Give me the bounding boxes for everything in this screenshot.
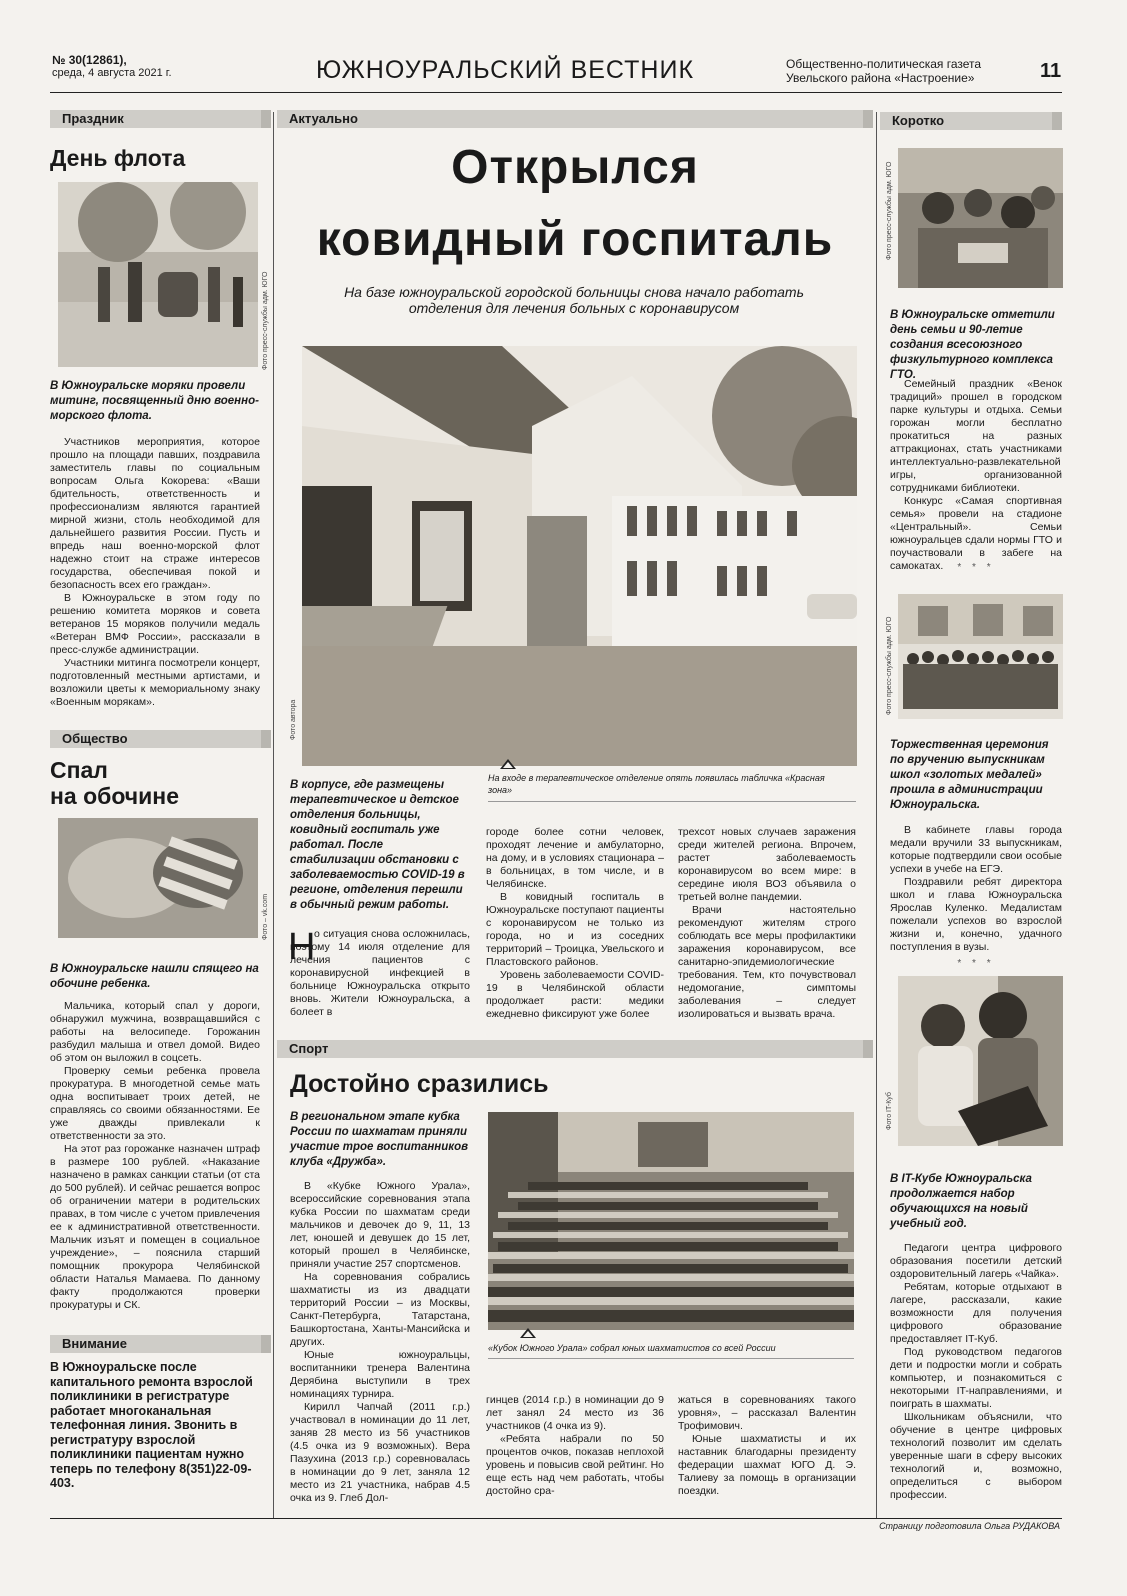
paragraph: трехсот новых случаев заражения среди жителей региона. Впрочем, растет заболеваемость коронавирусом во всем мире: в середине июля ВОЗ объявила о третьей волне пандемии. [678,826,856,903]
body-navy [50,436,260,709]
rubric-aktualno: Актуально [277,110,873,128]
covid-col1 [290,928,470,1019]
paragraph: Юные южноуральцы, воспитанники тренера Валентина Дерябина выступили в трех номинациях турнира. [290,1349,470,1400]
hospital-photo-caption: На входе в терапевтическое отделение опять появилась табличка «Красная зона» [488,773,825,795]
issue-number: № 30(12861), [52,53,127,67]
photo-credit-medals: Фото пресс-службы адм. ЮГО [886,616,893,715]
family-day-photo [898,148,1063,288]
dropcap: Н [288,926,316,968]
separator-stars: * * * [957,562,995,573]
body-itcube [890,1242,1062,1502]
paragraph: Поздравили ребят директора школ и глава Южноуральска Ярослав Куленко. Медалистам пожелали успехов во взрослой жизни и, конечно, удачного поступления в вузы. [890,876,1062,953]
headline-line-2: ковидный госпиталь [316,213,834,266]
sport-col1 [290,1180,470,1505]
paragraph: Конкурс «Самая спортивная семья» провели на стадионе «Центральный». Семьи южноуральцев сдали нормы ГТО и поучаствовали в забеге на самокатах. [890,495,1062,572]
it-cube-photo [898,976,1063,1146]
photo-credit-child: Фото – vk.com [262,893,269,940]
photo-credit-navy: Фото пресс-службы адм. ЮГО [262,271,269,370]
headline-line-1: Открылся [451,141,699,194]
chess-tournament-photo [488,1112,854,1330]
headline-subtitle: На базе южноуральской городской больницы снова начало работать отделения для лечения больных с коронавирусом [344,284,804,316]
gold-medal-photo [898,594,1063,719]
rubric-prazdnik: Праздник [50,110,271,128]
masthead-rule [50,92,1062,93]
paragraph: Кирилл Чапчай (2011 г.р.) участвовал в номинации до 11 лет, заняв 28 место из 56 участников (4.5 очка из 9 возможных). Вера Пазухина (2013 г.р.) соревновалась в номинации до 9 лет, заняла 12 место из 21 участника, набрав 4.5 очка из 9. Глеб Дол- [290,1401,470,1504]
tagline-2: Увельского района «Настроение» [786,71,975,85]
column-rule-right [876,112,877,1518]
caption-rule [488,801,856,802]
paragraph: Мальчика, который спал у дороги, обнаружил мужчина, возвращавшийся с работы на велосипеде. Горожанин разбудил малыша и отвел домой. Видео об этом он выложил в соцсеть. [50,1000,260,1064]
photo-credit-hospital: Фото автора [290,699,297,740]
lead-navy: В Южноуральске моряки провели митинг, посвященный дню военно-морского флота. [50,380,259,422]
navy-day-photo [58,182,258,367]
article-title-spal-2: на обочине [50,783,179,809]
lead-covid: В корпусе, где размещены терапевтическое и детское отделения больницы, ковидный госпиталь уже работал. После стабилизации обстановки с заболеваемостью COVID-19 в регионе, отделения перешли в обычный режим работы. [290,779,465,911]
sport-title: Достойно сразились [290,1070,549,1098]
body-family [890,378,1062,573]
lead-child: В Южноуральске нашли спящего на обочине ребенка. [50,963,259,990]
sport-col2 [486,1394,664,1498]
page-number: 11 [1040,60,1062,82]
article-title-den-flota: День флота [50,145,186,171]
rubric-vnimanie: Внимание [50,1335,271,1353]
notice-text: В Южноуральске после капитального ремонта взрослой поликлиники в регистратуре работает многоканальная телефонная линия. Звонить в регистратуру взрослой поликлиники пациентам нужно теперь по телефону 8(351)22-09-403. [50,1360,253,1490]
paragraph: Школьникам объяснили, что обучение в центре цифровых технологий позволит им сделать уверенные шаги в сферу высоких технологий и, возможно, определиться с выбором профессии. [890,1411,1062,1501]
issue-date: среда, 4 августа 2021 г. [52,67,172,79]
body-child [50,1000,260,1312]
rubric-korotko: Коротко [880,112,1062,130]
footer-rule [50,1518,1062,1519]
paragraph: гинцев (2014 г.р.) в номинации до 9 лет занял 24 место из 36 участников (4 очка из 9). [486,1394,664,1432]
page-prepared-by: Страницу подготовила Ольга РУДАКОВА [879,1521,1060,1531]
sport-col3 [678,1394,856,1498]
paragraph: Уровень заболеваемости COVID-19 в Челябинской области продолжает расти: медики ежедневно фиксируют уже более [486,969,664,1020]
paragraph: Врачи настоятельно рекомендуют жителям строго соблюдать все меры профилактики заражения коронавирусом, все санитарно-эпидемиологические требования. Тем, кто почувствовал недомогание, симптомы заболевания – следует изолироваться и вызвать врача. [678,904,856,1020]
paragraph: Участников мероприятия, которое прошло на площади павших, поздравила заместитель главы по социальным вопросам Ольга Кокорева: «Ваши бдительность, ответственность и профессионализм являются гарантией мирной жизни, столь необходимой для дальнейшего развития России. Пусть и впредь наш военно-морской флот надежно стоит на страже интересов государства, обеспечивая покой и безопасность всех его граждан». [50,436,260,591]
paragraph: В «Кубке Южного Урала», всероссийские соревнования этапа кубка России по шахматам среди мальчиков и девочек до 9, 11, 13 лет, юношей и девушек до 15 лет, который прошел в Челябинске, приняли участие 257 спортсменов. [290,1180,470,1270]
paragraph: Под руководством педагогов дети и подростки могли и собрать компьютер, и познакомиться с некоторыми IT-направлениями, и поиграть в шахматы. [890,1346,1062,1410]
paragraph: Ребятам, которые отдыхают в лагере, рассказали, какие возможности для получения цифрового образование предоставляет IT-Куб. [890,1281,1062,1345]
paragraph: Участники митинга посмотрели концерт, подготовленный местными артистами, и возложили цветы к мемориальному знаку «Военным морякам». [50,657,260,708]
photo-credit-family: Фото пресс-службы адм. ЮГО [886,161,893,260]
lead-medals: Торжественная церемония по вручению выпускникам школ «золотых медалей» прошла в администрации Южноуральска. [890,739,1049,811]
column-rule-left [273,112,274,1518]
rubric-sport: Спорт [277,1040,873,1058]
photo-credit-itcube: Фото IT-Куб [886,1092,893,1130]
paragraph: «Ребята набрали по 50 процентов очков, показав неплохой уровень и повысив свой рейтинг. Но еще есть над чем работать, чтобы достойно сра- [486,1433,664,1497]
paper-name: ЮЖНОУРАЛЬСКИЙ ВЕСТНИК [315,56,695,84]
paragraph: Педагоги центра цифрового образования посетили детский оздоровительный лагерь «Чайка». [890,1242,1062,1280]
caption-rule [488,1358,854,1359]
paragraph: жаться в соревнованиях такого уровня», – рассказал Валентин Трофимович. [678,1394,856,1432]
paragraph: городе более сотни человек, проходят лечение и амбулаторно, на дому, и в условиях стационара – в больницах, в том числе, и в Челябинске. [486,826,664,890]
paragraph: В Южноуральске в этом году по решению комитета моряков и совета ветеранов 15 моряков получили медаль «Ветеран ВМФ России», рассказали в пресс-службе администрации. [50,592,260,656]
covid-col2 [486,826,664,1021]
caption-marker-icon [500,759,516,769]
paragraph: В ковидный госпиталь в Южноуральске поступают пациенты с коронавирусом не только из города, но и из соседних территорий – Троицка, Увельского и Пластовского районов. [486,891,664,968]
tagline-1: Общественно-политическая газета [786,57,982,71]
rubric-obshchestvo: Общество [50,730,271,748]
sleeping-child-photo [58,818,258,938]
lead-itcube: В IT-Кубе Южноуральска продолжается набор обучающихся на новый учебный год. [890,1173,1032,1230]
article-title-spal-1: Спал [50,757,108,783]
covid-col3 [678,826,856,1021]
separator-stars: * * * [957,958,995,969]
paragraph: Проверку семьи ребенка провела прокуратура. В многодетной семье мать одна воспитывает троих детей, не справляясь со своими обязанностями. Ее уже дважды привлекали к ответственности за это. [50,1065,260,1142]
paragraph: Юные шахматисты и их наставник благодарны президенту федерации шахмат ЮГО Д. Э. Талиеву за помощь в организации поездки. [678,1433,856,1497]
lead-family: В Южноуральске отметили день семьи и 90-летие создания всесоюзного физкультурного комплекса ГТО. [890,309,1055,381]
paragraph: На соревнования собрались шахматисты из из двадцати территорий России – из Москвы, Санкт-Петербурга, Татарстана, Башкортостана, Ханты-Мансийска и других. [290,1271,470,1348]
paragraph: о ситуация снова осложнилась, поэтому 14 июля отделение для лечения пациентов с коронавирусной инфекцией в больнице Южноуральска открыто вновь. Жители Южноуральска, а болеет в [290,928,470,1018]
paragraph: На этот раз горожанке назначен штраф в размере 100 рублей. «Наказание назначено в рамках санкции статьи (от ста до 500 рублей). И сейчас решается вопрос об ограничении матери в родительских правах, в том числе с учетом привлечения ее к административной ответственности. Мальчик изъят и помещен в социальное учреждение», – пояснила старший помощник прокурора Челябинской области Наталья Мамаева. По данному факту продолжаются проверки прокуратуры и СК. [50,1143,260,1311]
paragraph: Семейный праздник «Венок традиций» прошел в городском парке культуры и отдыха. Семьи горожан могли бесплатно прокатиться на разных аттракционах, стать участниками интеллектуально-развлекательной игры, организованной сотрудниками библиотеки. [890,378,1062,494]
caption-marker-icon [520,1328,536,1338]
body-medals [890,824,1062,954]
sport-lead: В региональном этапе кубка России по шахматам приняли участие трое воспитанников клуба «Дружба». [290,1111,469,1168]
hospital-photo [302,346,857,766]
paragraph: В кабинете главы города медали вручили 33 выпускникам, которые подтвердили свои особые успехи в учебе на ЕГЭ. [890,824,1062,875]
chess-photo-caption: «Кубок Южного Урала» собрал юных шахматистов со всей России [488,1343,776,1353]
